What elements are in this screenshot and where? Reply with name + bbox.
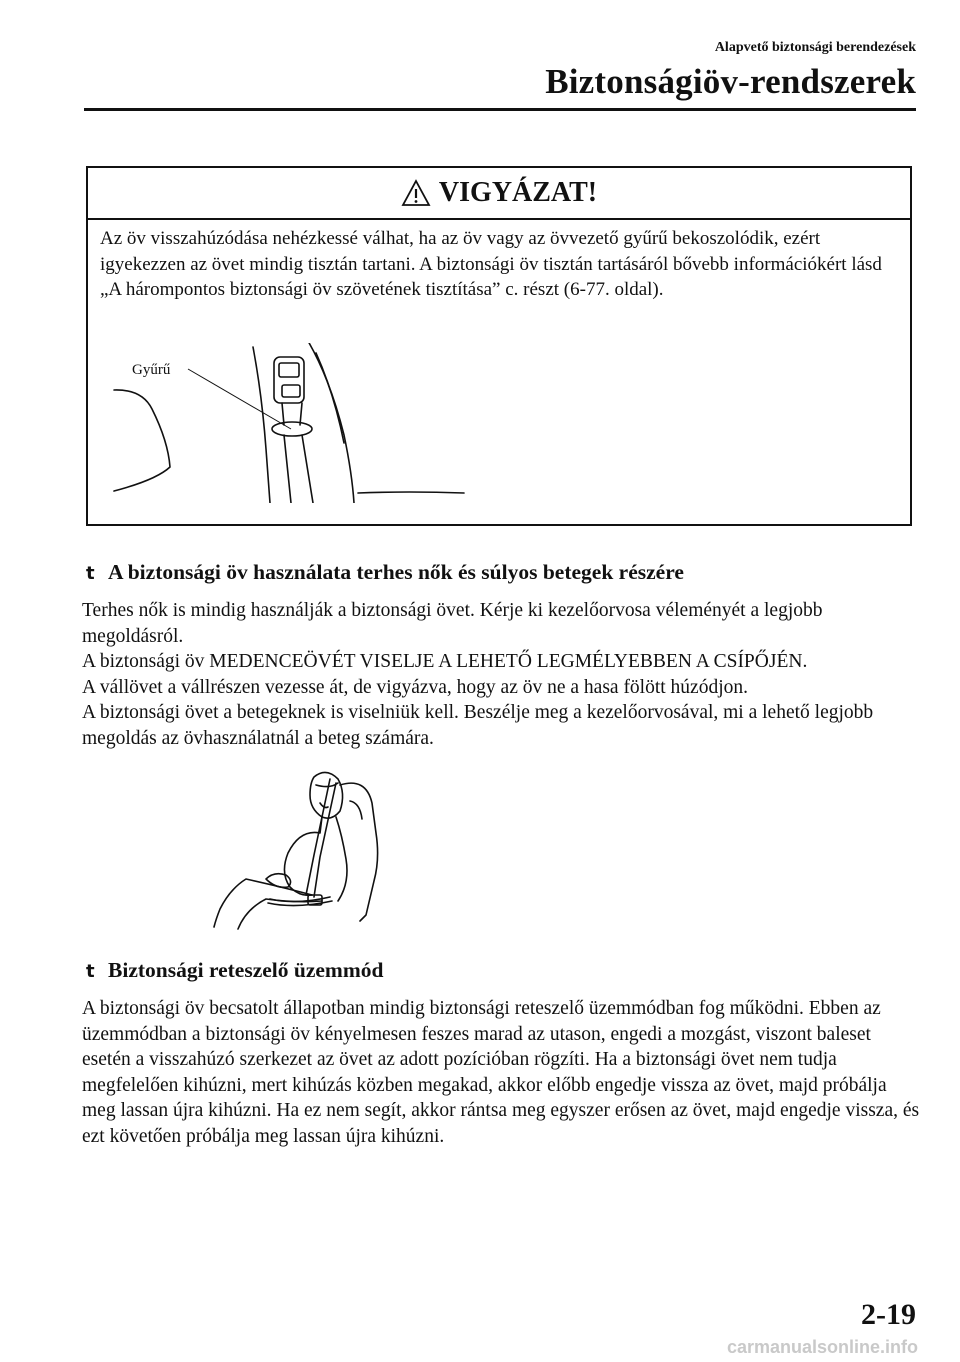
warning-text: Az öv visszahúzódása nehézkessé válhat, ha az öv vagy az övvezető gyűrű bekoszolódik, ezért igyekezzen az övet mindig tisztán tartani. A biztonsági öv tisztán tartásáról bővebb információkért lásd „A hárompontos biztonsági öv szövetének tisztítása” c. részt (6-77. oldal). xyxy=(100,228,882,300)
seatbelt-ring-illustration xyxy=(108,343,468,503)
section-title: A biztonsági öv használata terhes nők és súlyos betegek részére xyxy=(108,560,684,584)
watermark: carmanualsonline.info xyxy=(726,1337,918,1357)
figure-label-ring: Gyűrű xyxy=(132,362,171,378)
page-number: 2-19 xyxy=(861,1298,916,1331)
section-marker-icon: t xyxy=(86,961,95,982)
page-title: Biztonságiöv-rendszerek xyxy=(545,62,916,101)
paragraph: A biztonsági öv becsatolt állapotban mindig biztonsági reteszelő üzemmódban fog működni. Ebben az üzemmódban a biztonsági öv kényelmesen feszes marad az utason, engedi a mozgást, viszont baleset esetén a visszahúzó szerkezet az övet az adott pozícióban rögzíti. Ha a biztonsági övet nem tudja megfelelően kihúzni, mert kihúzás közben megakad, akkor előbb engedje vissza az övet, majd próbálja meg lassan újra kihúzni. Ha ez nem segít, akkor rántsa meg egyszer erősen az övet, majd engedje vissza, és ezt követően próbálja meg lassan újra kihúzni. xyxy=(82,998,920,1147)
warning-triangle-icon xyxy=(401,179,431,207)
paragraph: Terhes nők is mindig használják a biztonsági övet. Kérje ki kezelőorvosa véleményét a legjobb megoldásról. xyxy=(82,600,823,647)
section-marker-icon: t xyxy=(86,563,95,584)
section-heading-locking-mode xyxy=(86,958,383,983)
warning-title-bar xyxy=(88,168,910,220)
paragraph: A biztonsági övet a betegeknek is viselniük kell. Beszélje meg a kezelőorvosával, mi a lehető legjobb megoldás az övhasználatnál a beteg számára. xyxy=(82,702,874,749)
section-heading-pregnancy xyxy=(86,560,684,585)
pregnant-woman-seatbelt-illustration xyxy=(210,763,410,933)
warning-title: VIGYÁZAT! xyxy=(438,177,598,208)
header-rule xyxy=(84,108,916,111)
section-label: Alapvető biztonsági berendezések xyxy=(714,40,916,55)
warning-box xyxy=(86,166,912,526)
section-title: Biztonsági reteszelő üzemmód xyxy=(108,958,384,982)
paragraph: A vállövet a vállrészen vezesse át, de vigyázva, hogy az öv ne a hasa fölött húzódjon. xyxy=(82,677,749,698)
paragraph: A biztonsági öv MEDENCEÖVÉT VISELJE A LEHETŐ LEGMÉLYEBBEN A CSÍPŐJÉN. xyxy=(82,651,808,672)
